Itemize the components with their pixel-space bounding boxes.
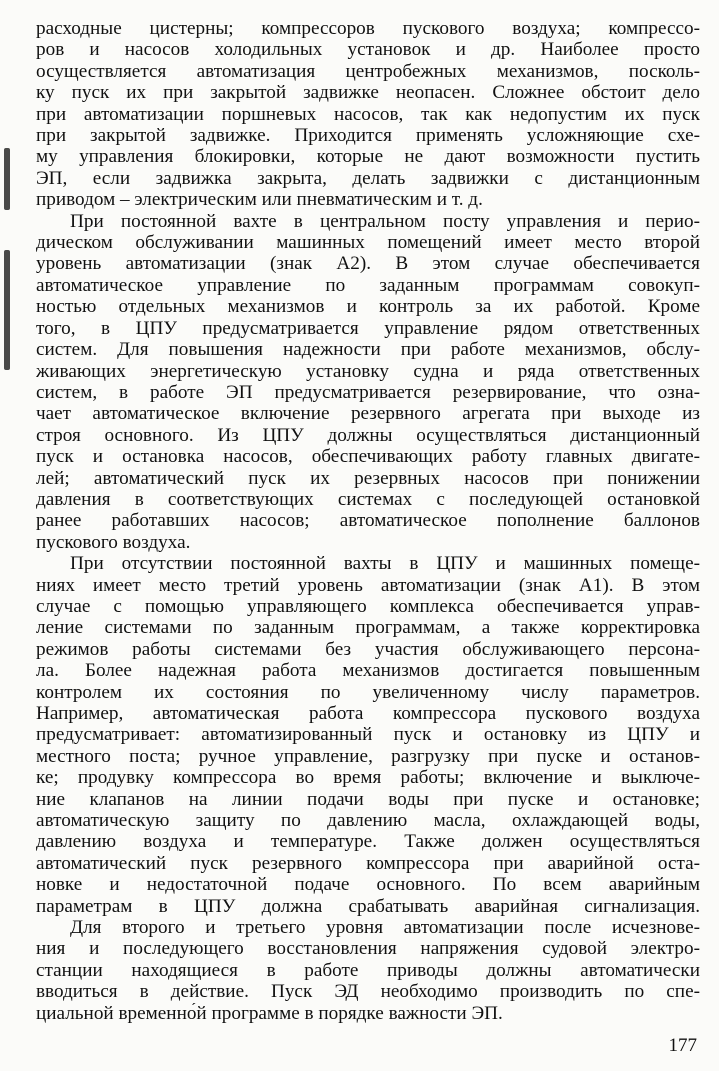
text-line: предусматривает: автоматизированный пуск и остановку из ЦПУ и bbox=[36, 724, 700, 746]
text-line: вводиться в действие. Пуск ЭД необходимо производить по спе- bbox=[36, 981, 700, 1003]
text-line: уровень автоматизации (знак А2). В этом случае обеспечивается bbox=[36, 253, 700, 275]
text-line: осуществляется автоматизация центробежных механизмов, посколь- bbox=[36, 60, 700, 82]
text-line: систем, в работе ЭП предусматривается резервирование, что озна- bbox=[36, 381, 700, 403]
text-line: При отсутствии постоянной вахты в ЦПУ и машинных помеще- bbox=[70, 553, 700, 575]
text-line: систем. Для повышения надежности при работе механизмов, обслу- bbox=[36, 339, 700, 361]
text-line: ниях имеет место третий уровень автоматизации (знак А1). В этом bbox=[36, 574, 700, 596]
text-line: расходные цистерны; компрессоров пускового воздуха; компрессо- bbox=[36, 18, 700, 39]
paragraph-2 bbox=[36, 211, 700, 554]
text-line: живающих энергетическую установку судна и ряда ответственных bbox=[36, 360, 700, 382]
paragraph-1 bbox=[36, 18, 700, 211]
text-line: новке и недостаточной подаче основного. По всем аварийным bbox=[36, 874, 700, 896]
text-line: давления в соответствующих системах с последующей остановкой bbox=[36, 488, 700, 510]
text-line: Для второго и третьего уровня автоматизации после исчезнове- bbox=[70, 917, 700, 939]
text-line: ние клапанов на линии подачи воды при пуске и остановке; bbox=[36, 788, 700, 810]
margin-scan-mark bbox=[4, 250, 10, 370]
text-line: При постоянной вахте в центральном посту управления и перио- bbox=[70, 210, 700, 232]
text-line: автоматическое управление по заданным программам совокуп- bbox=[36, 274, 700, 296]
text-line: при закрытой задвижке. Приходится применять усложняющие схе- bbox=[36, 125, 700, 147]
text-line: режимов работы системами без участия обслуживающего персона- bbox=[36, 638, 700, 660]
text-line: при автоматизации поршневых насосов, так как недопустим их пуск bbox=[36, 103, 700, 125]
margin-scan-mark bbox=[4, 148, 10, 210]
paragraph-3 bbox=[36, 553, 700, 917]
text-line: местного поста; ручное управление, разгрузку при пуске и останов- bbox=[36, 745, 700, 767]
text-line: ке; продувку компрессора во время работы; включение и выключе- bbox=[36, 767, 700, 789]
text-line: ностью отдельных механизмов и контроль за их работой. Кроме bbox=[36, 296, 700, 318]
text-line: ния и последующего восстановления напряжения судовой электро- bbox=[36, 938, 700, 960]
text-line: циальной временно́й программе в порядке важности ЭП. bbox=[36, 1002, 503, 1024]
text-line: контролем их состояния по увеличенному числу параметров. bbox=[36, 681, 700, 703]
text-line: станции находящиеся в работе приводы должны автоматически bbox=[36, 959, 700, 981]
text-line: автоматический пуск резервного компрессора при аварийной оста- bbox=[36, 852, 700, 874]
text-line: му управления блокировки, которые не дают возможности пустить bbox=[36, 146, 700, 168]
text-line: автоматическую защиту по давлению масла, охлаждающей воды, bbox=[36, 810, 700, 832]
text-line: давлению воздуха и температуре. Также должен осуществляться bbox=[36, 831, 700, 853]
text-line: ление системами по заданным программам, а также корректировка bbox=[36, 617, 700, 639]
text-line: ку пуск их при закрытой задвижке неопасен. Сложнее обстоит дело bbox=[36, 82, 700, 104]
text-line: строя основного. Из ЦПУ должны осуществляться дистанционный bbox=[36, 424, 700, 446]
text-line: пускового воздуха. bbox=[36, 531, 191, 553]
text-line: пуск и остановка насосов, обеспечивающих работу главных двигате- bbox=[36, 446, 700, 468]
text-line: дическом обслуживании машинных помещений имеет место второй bbox=[36, 232, 700, 254]
text-line: лей; автоматический пуск их резервных насосов при понижении bbox=[36, 467, 700, 489]
page-number: 177 bbox=[668, 1035, 697, 1056]
page-body bbox=[36, 18, 700, 1024]
text-line: ров и насосов холодильных установок и др. Наиболее просто bbox=[36, 39, 700, 61]
text-line: приводом – электрическим или пневматическим и т. д. bbox=[36, 189, 483, 211]
text-line: чает автоматическое включение резервного агрегата при выходе из bbox=[36, 403, 700, 425]
text-line: ЭП, если задвижка закрыта, делать задвижки с дистанционным bbox=[36, 167, 700, 189]
text-line: ла. Более надежная работа механизмов достигается повышенным bbox=[36, 660, 700, 682]
text-line: параметрам в ЦПУ должна срабатывать аварийная сигнализация. bbox=[36, 895, 700, 917]
text-line: того, в ЦПУ предусматривается управление рядом ответственных bbox=[36, 317, 700, 339]
text-line: ранее работавших насосов; автоматическое пополнение баллонов bbox=[36, 510, 700, 532]
paragraph-4 bbox=[36, 917, 700, 1024]
text-line: Например, автоматическая работа компрессора пускового воздуха bbox=[36, 703, 700, 724]
text-line: случае с помощью управляющего комплекса обеспечивается управ- bbox=[36, 595, 700, 617]
